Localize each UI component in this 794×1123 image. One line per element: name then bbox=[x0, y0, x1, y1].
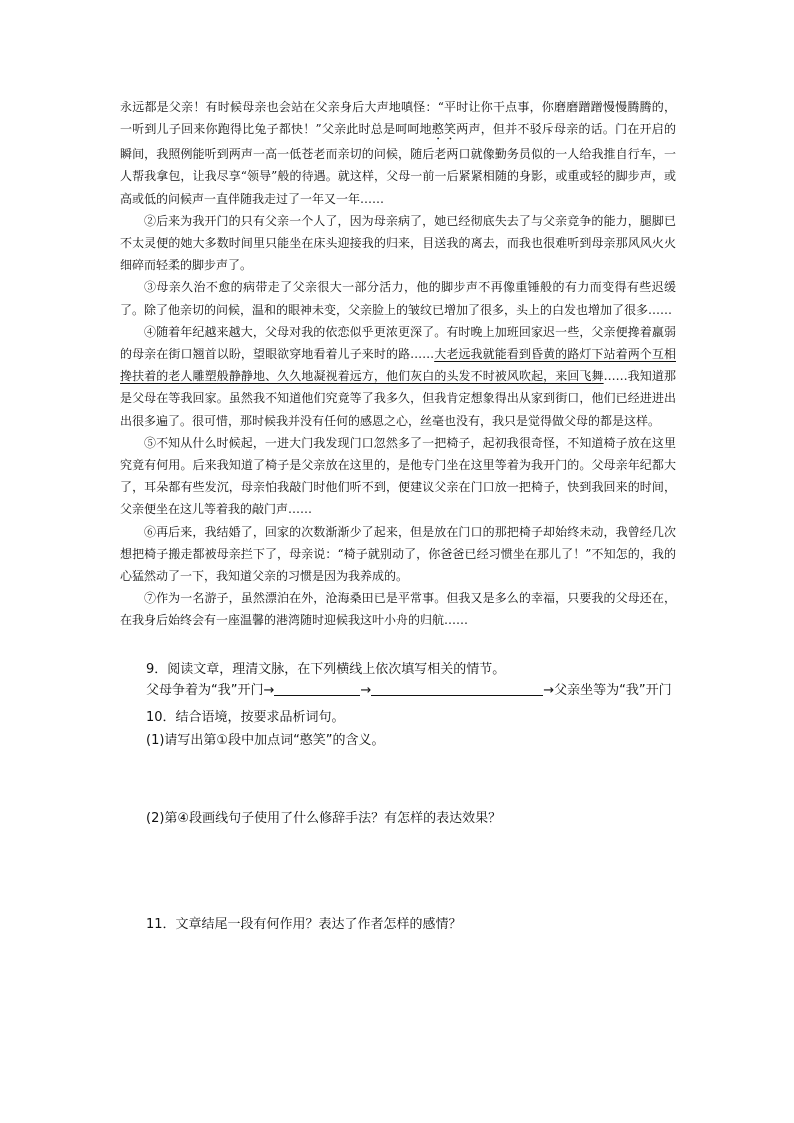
question-9-title: 9．阅读文章，理清文脉，在下列横线上依次填写相关的情节。 bbox=[146, 662, 506, 677]
question-10-part-1: (1)请写出第①段中加点词“憨笑”的含义。 bbox=[146, 733, 385, 748]
underlined-sentence: 大老远我就能看到昏黄的路灯下站着两个互相搀扶着的老人雕塑般静静地、久久地凝视着远方，他们灰白的头发不时被风吹起，来回飞舞 bbox=[120, 347, 676, 384]
paragraph-1-continued: 永远都是父亲！有时候母亲也会站在父亲身后大声地嗔怪：“平时让你干点事，你磨磨蹭蹭慢慢腾腾的，一听到儿子回来你跑得比兔子都快！”父亲此时总是呵呵地憨笑两声，但并不驳斥母亲的话。门在开启的瞬间，我照例能听到两声一高一低苍老而亲切的问候，随后老两口就像勤务员似的一人给我推自行车，一人帮我拿包，让我尽享“领导”般的待遇。就这样，父母一前一后紧紧相随的身影，或重或轻的脚步声，或高或低的问候声一直伴随我走过了一年又一年…… bbox=[120, 100, 676, 206]
paragraph-4: ④随着年纪越来越大，父母对我的依恋似乎更浓更深了。有时晚上加班回家迟一些，父亲便搀着羸弱的母亲在街口翘首以盼，望眼欲穿地看着儿子来时的路……大老远我就能看到昏黄的路灯下站着两个互相搀扶着的老人雕塑般静静地、久久地凝视着远方，他们灰白的头发不时被风吹起，来回飞舞……我知道那是父母在等我回家。虽然我不知道他们究竟等了我多久，但我肯定想象得出从家到街口，他们已经进进出出很多遍了。很可惜，那时候我并没有任何的感恩之心，丝毫也没有，我只是觉得做父母的都是这样。 bbox=[120, 324, 676, 428]
answer-blank-1[interactable] bbox=[274, 681, 360, 696]
paragraph-7: ⑦作为一名游子，虽然漂泊在外，沧海桑田已是平常事。但我又是多么的幸福，只要我的父母还在，在我身后始终会有一座温馨的港湾随时迎候我这叶小舟的归航…… bbox=[120, 591, 676, 628]
question-10-title: 10．结合语境，按要求品析词句。 bbox=[146, 710, 345, 725]
paragraph-2: ②后来为我开门的只有父亲一个人了，因为母亲病了，她已经彻底失去了与父亲竞争的能力，腿脚已不太灵便的她大多数时间里只能坐在床头迎接我的归来，目送我的离去，而我也很难听到母亲那风风火火细碎而轻柔的脚步声了。 bbox=[120, 213, 676, 273]
paragraph-3: ③母亲久治不愈的病带走了父亲很大一部分活力，他的脚步声不再像重锤般的有力而变得有些迟缓了。除了他亲切的问候，温和的眼神未变，父亲脸上的皱纹已增加了很多，头上的白发也增加了很多…… bbox=[120, 280, 676, 317]
answer-blank-2[interactable] bbox=[371, 681, 543, 696]
question-9-plot-line: 父母争着为“我”开门→ → →父亲坐等为“我”开门 bbox=[146, 683, 672, 698]
question-10-part-2: (2)第④段画线句子使用了什么修辞手法？有怎样的表达效果？ bbox=[146, 811, 502, 826]
paragraph-6: ⑥再后来，我结婚了，回家的次数渐渐少了起来，但是放在门口的那把椅子却始终未动，我曾经几次想把椅子搬走都被母亲拦下了，母亲说：“椅子就别动了，你爸爸已经习惯坐在那儿了！”不知怎的，我的心猛然动了一下，我知道父亲的习惯是因为我养成的。 bbox=[120, 524, 676, 584]
question-11-title: 11．文章结尾一段有何作用？表达了作者怎样的感情？ bbox=[146, 917, 462, 932]
questions-section bbox=[120, 659, 680, 935]
dotted-word: 憨笑 bbox=[431, 122, 457, 137]
paragraph-5: ⑤不知从什么时候起，一进大门我发现门口忽然多了一把椅子，起初我很奇怪，不知道椅子放在这里究竟有何用。后来我知道了椅子是父亲放在这里的，是他专门坐在这里等着为我开门的。父母亲年纪都大了，耳朵都有些发沉，母亲怕我敲门时他们听不到，便建议父亲在门口放一把椅子，快到我回来的时间，父亲便坐在这儿等着我的敲门声…… bbox=[120, 435, 676, 517]
reading-passage bbox=[120, 96, 676, 632]
